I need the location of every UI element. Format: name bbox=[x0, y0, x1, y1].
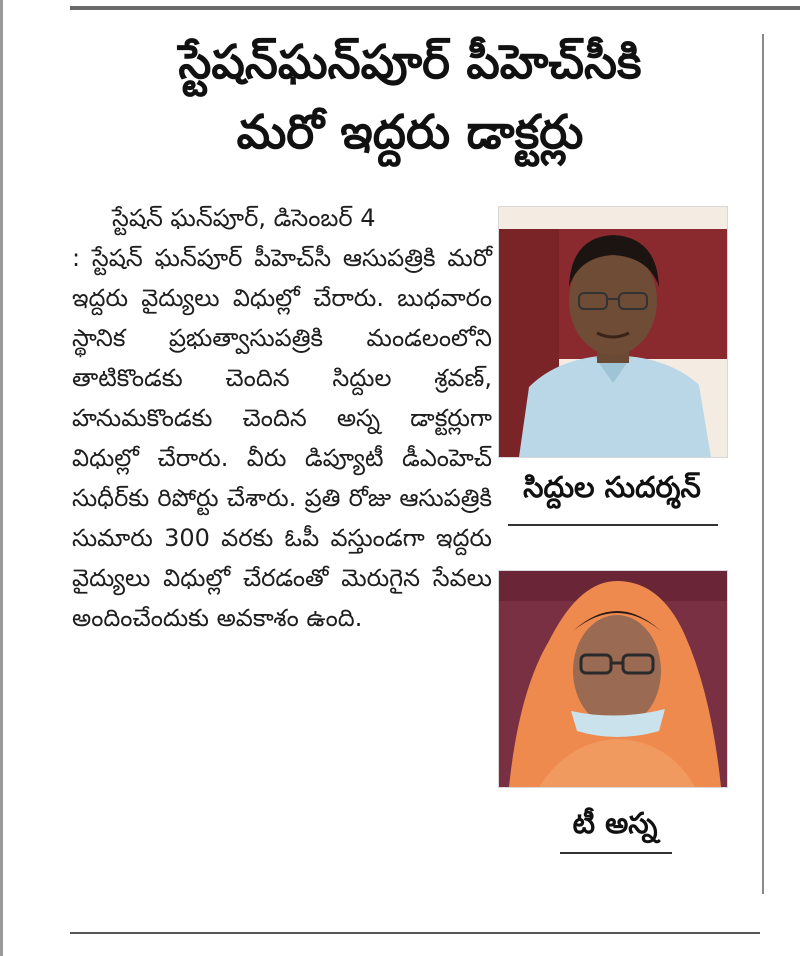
bottom-rule bbox=[70, 932, 760, 934]
caption-underline-2 bbox=[560, 852, 672, 854]
headline bbox=[70, 28, 750, 168]
dateline: స్టేషన్ ఘన్‌పూర్, డిసెంబర్ 4 bbox=[112, 204, 376, 232]
page-left-border bbox=[0, 0, 3, 956]
article-body bbox=[72, 198, 492, 638]
headline-line-1: స్టేషన్‌ఘన్‌పూర్ పీహెచ్‌సీకి bbox=[178, 35, 642, 90]
top-rule bbox=[70, 6, 800, 10]
photo-caption-2: టీ అస్న bbox=[572, 806, 658, 840]
doctor-photo-2 bbox=[498, 570, 728, 788]
photo-caption-1: సిద్దుల సుదర్శన్ bbox=[523, 470, 701, 504]
doctor-photo-1 bbox=[498, 206, 728, 458]
article-paragraph: : స్టేషన్ ఘన్‌పూర్ పీహెచ్‌సీ ఆసుపత్రికి మరో ఇద్దరు వైద్యులు విధుల్లో చేరారు. బుధవారం స్థానిక ప్రభుత్వాసుపత్రికి మండలంలోని తాటికొండకు చెందిన సిద్దుల శ్రవణ్, హనుమకొండకు చెందిన అస్న డాక్టర్లుగా విధుల్లో చేరారు. వీరు డిప్యూటీ డీఎంహెచ్ సుధీర్‌కు రిపోర్టు చేశారు. ప్రతి రోజు ఆసుపత్రికి సుమారు 300 వరకు ఓపీ వస్తుండగా ఇద్దరు వైద్యులు విధుల్లో చేరడంతో మెరుగైన సేవలు అందించేందుకు అవకాశం ఉంది. bbox=[72, 244, 492, 632]
column-divider bbox=[762, 34, 764, 894]
headline-line-2: మరో ఇద్దరు డాక్టర్లు bbox=[236, 105, 584, 160]
caption-underline-1 bbox=[508, 524, 718, 526]
